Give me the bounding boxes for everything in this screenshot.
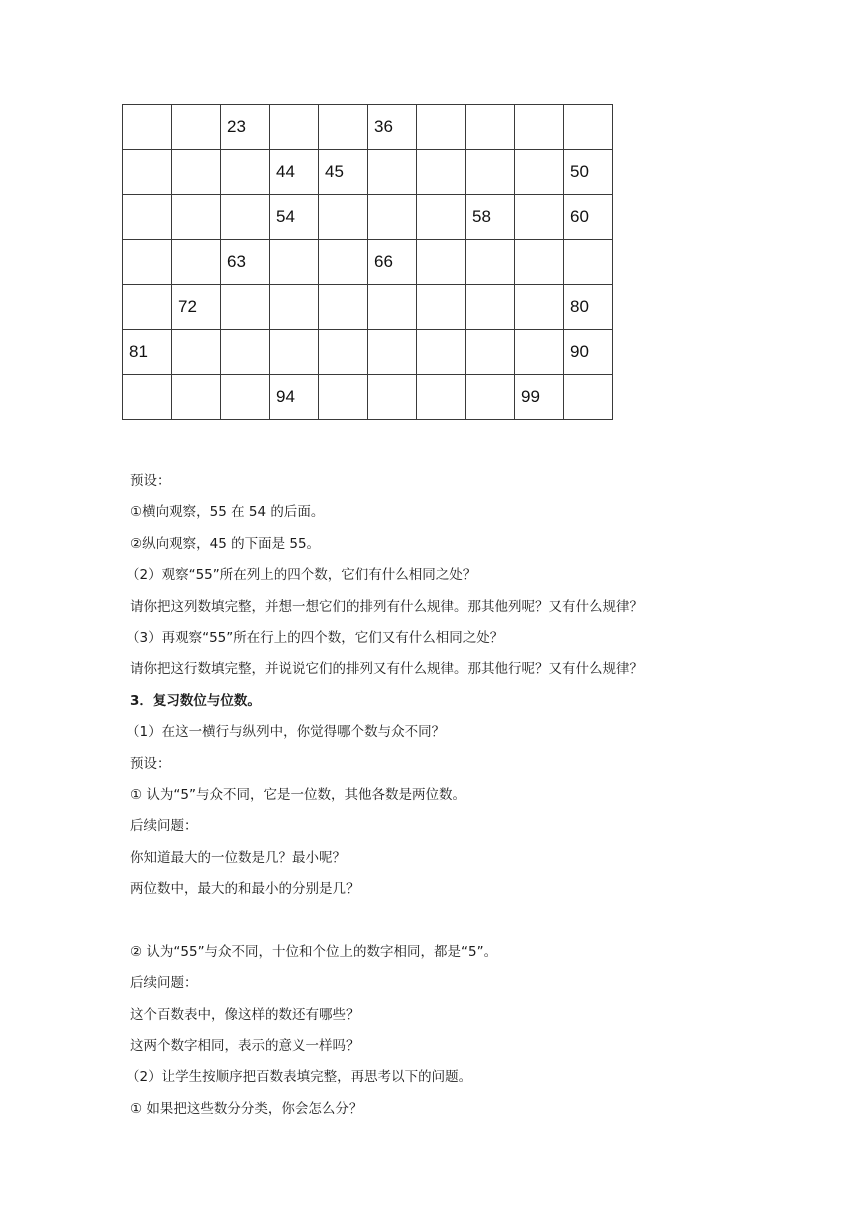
text-line: 后续问题：	[130, 975, 198, 992]
chart-cell: 44	[270, 150, 319, 195]
chart-cell: 99	[515, 375, 564, 420]
chart-cell	[515, 240, 564, 285]
chart-cell	[368, 375, 417, 420]
chart-cell	[270, 330, 319, 375]
text-line: （2）观察“55”所在列上的四个数，它们有什么相同之处？	[126, 567, 477, 584]
text-line: ① 认为“5”与众不同，它是一位数，其他各数是两位数。	[130, 786, 466, 803]
hundred-chart-body	[123, 105, 613, 420]
chart-cell	[172, 105, 221, 150]
chart-cell	[319, 195, 368, 240]
chart-cell	[417, 195, 466, 240]
chart-cell: 23	[221, 105, 270, 150]
chart-cell: 94	[270, 375, 319, 420]
chart-cell: 72	[172, 285, 221, 330]
chart-cell	[319, 375, 368, 420]
chart-cell	[417, 240, 466, 285]
text-line: ② 认为“55”与众不同，十位和个位上的数字相同，都是“5”。	[130, 943, 498, 960]
chart-cell	[466, 285, 515, 330]
chart-cell	[417, 150, 466, 195]
chart-row	[123, 105, 613, 150]
text-line	[130, 905, 750, 936]
chart-cell	[564, 375, 613, 420]
chart-cell	[515, 150, 564, 195]
chart-cell: 81	[123, 330, 172, 375]
chart-cell: 80	[564, 285, 613, 330]
chart-cell	[270, 105, 319, 150]
text-line: 两位数中，最大的和最小的分别是几？	[130, 881, 360, 898]
text-line: （1）在这一横行与纵列中，你觉得哪个数与众不同？	[126, 724, 446, 741]
chart-cell	[319, 105, 368, 150]
chart-cell	[466, 105, 515, 150]
chart-cell	[123, 105, 172, 150]
chart-cell: 54	[270, 195, 319, 240]
text-line: 预设：	[130, 755, 171, 772]
chart-cell	[172, 330, 221, 375]
chart-cell	[515, 105, 564, 150]
chart-cell	[319, 240, 368, 285]
chart-cell	[123, 285, 172, 330]
chart-cell	[123, 195, 172, 240]
chart-cell	[221, 195, 270, 240]
chart-cell	[270, 240, 319, 285]
chart-cell	[368, 330, 417, 375]
text-line: ① 如果把这些数分分类，你会怎么分？	[130, 1100, 363, 1117]
chart-cell	[466, 150, 515, 195]
chart-cell	[515, 195, 564, 240]
text-line: （2）让学生按顺序把百数表填完整，再思考以下的问题。	[126, 1069, 473, 1086]
text-line: 你知道最大的一位数是几？最小呢？	[130, 849, 346, 866]
chart-cell	[515, 285, 564, 330]
chart-cell: 60	[564, 195, 613, 240]
text-line: 这两个数字相同，表示的意义一样吗？	[130, 1038, 360, 1055]
chart-cell	[221, 375, 270, 420]
chart-cell	[221, 330, 270, 375]
text-line: 这个百数表中，像这样的数还有哪些？	[130, 1006, 360, 1023]
chart-cell	[564, 105, 613, 150]
chart-cell	[221, 285, 270, 330]
text-line: 预设：	[130, 473, 171, 489]
chart-cell: 36	[368, 105, 417, 150]
chart-cell: 90	[564, 330, 613, 375]
chart-cell	[172, 195, 221, 240]
chart-cell	[417, 285, 466, 330]
section-heading: 3．复习数位与位数。	[130, 692, 261, 709]
chart-cell	[368, 195, 417, 240]
chart-cell	[319, 330, 368, 375]
text-line: ①横向观察，55 在 54 的后面。	[130, 504, 325, 521]
text-line: （3）再观察“55”所在行上的四个数，它们又有什么相同之处？	[126, 629, 504, 646]
chart-cell	[123, 240, 172, 285]
chart-cell: 58	[466, 195, 515, 240]
chart-cell	[417, 330, 466, 375]
chart-row	[123, 150, 613, 195]
chart-cell	[221, 150, 270, 195]
chart-cell	[466, 375, 515, 420]
lesson-text	[126, 466, 750, 1125]
chart-cell	[466, 240, 515, 285]
chart-row	[123, 330, 613, 375]
chart-cell: 45	[319, 150, 368, 195]
chart-cell: 50	[564, 150, 613, 195]
chart-row	[123, 375, 613, 420]
text-line: ②纵向观察，45 的下面是 55。	[130, 535, 321, 552]
chart-cell	[368, 285, 417, 330]
chart-cell	[319, 285, 368, 330]
chart-cell	[368, 150, 417, 195]
chart-row	[123, 195, 613, 240]
chart-row	[123, 285, 613, 330]
chart-cell	[123, 150, 172, 195]
hundred-chart-table	[122, 104, 613, 420]
chart-cell	[172, 240, 221, 285]
chart-cell	[270, 285, 319, 330]
chart-row	[123, 240, 613, 285]
chart-cell: 63	[221, 240, 270, 285]
chart-cell: 66	[368, 240, 417, 285]
chart-cell	[466, 330, 515, 375]
chart-cell	[564, 240, 613, 285]
text-line: 后续问题：	[130, 818, 198, 835]
chart-cell	[172, 375, 221, 420]
chart-cell	[172, 150, 221, 195]
text-line: 请你把这行数填完整，并说说它们的排列又有什么规律。那其他行呢？又有什么规律？	[130, 661, 643, 678]
chart-cell	[515, 330, 564, 375]
chart-cell	[123, 375, 172, 420]
chart-cell	[417, 375, 466, 420]
text-line: 请你把这列数填完整，并想一想它们的排列有什么规律。那其他列呢？又有什么规律？	[130, 598, 643, 615]
chart-cell	[417, 105, 466, 150]
